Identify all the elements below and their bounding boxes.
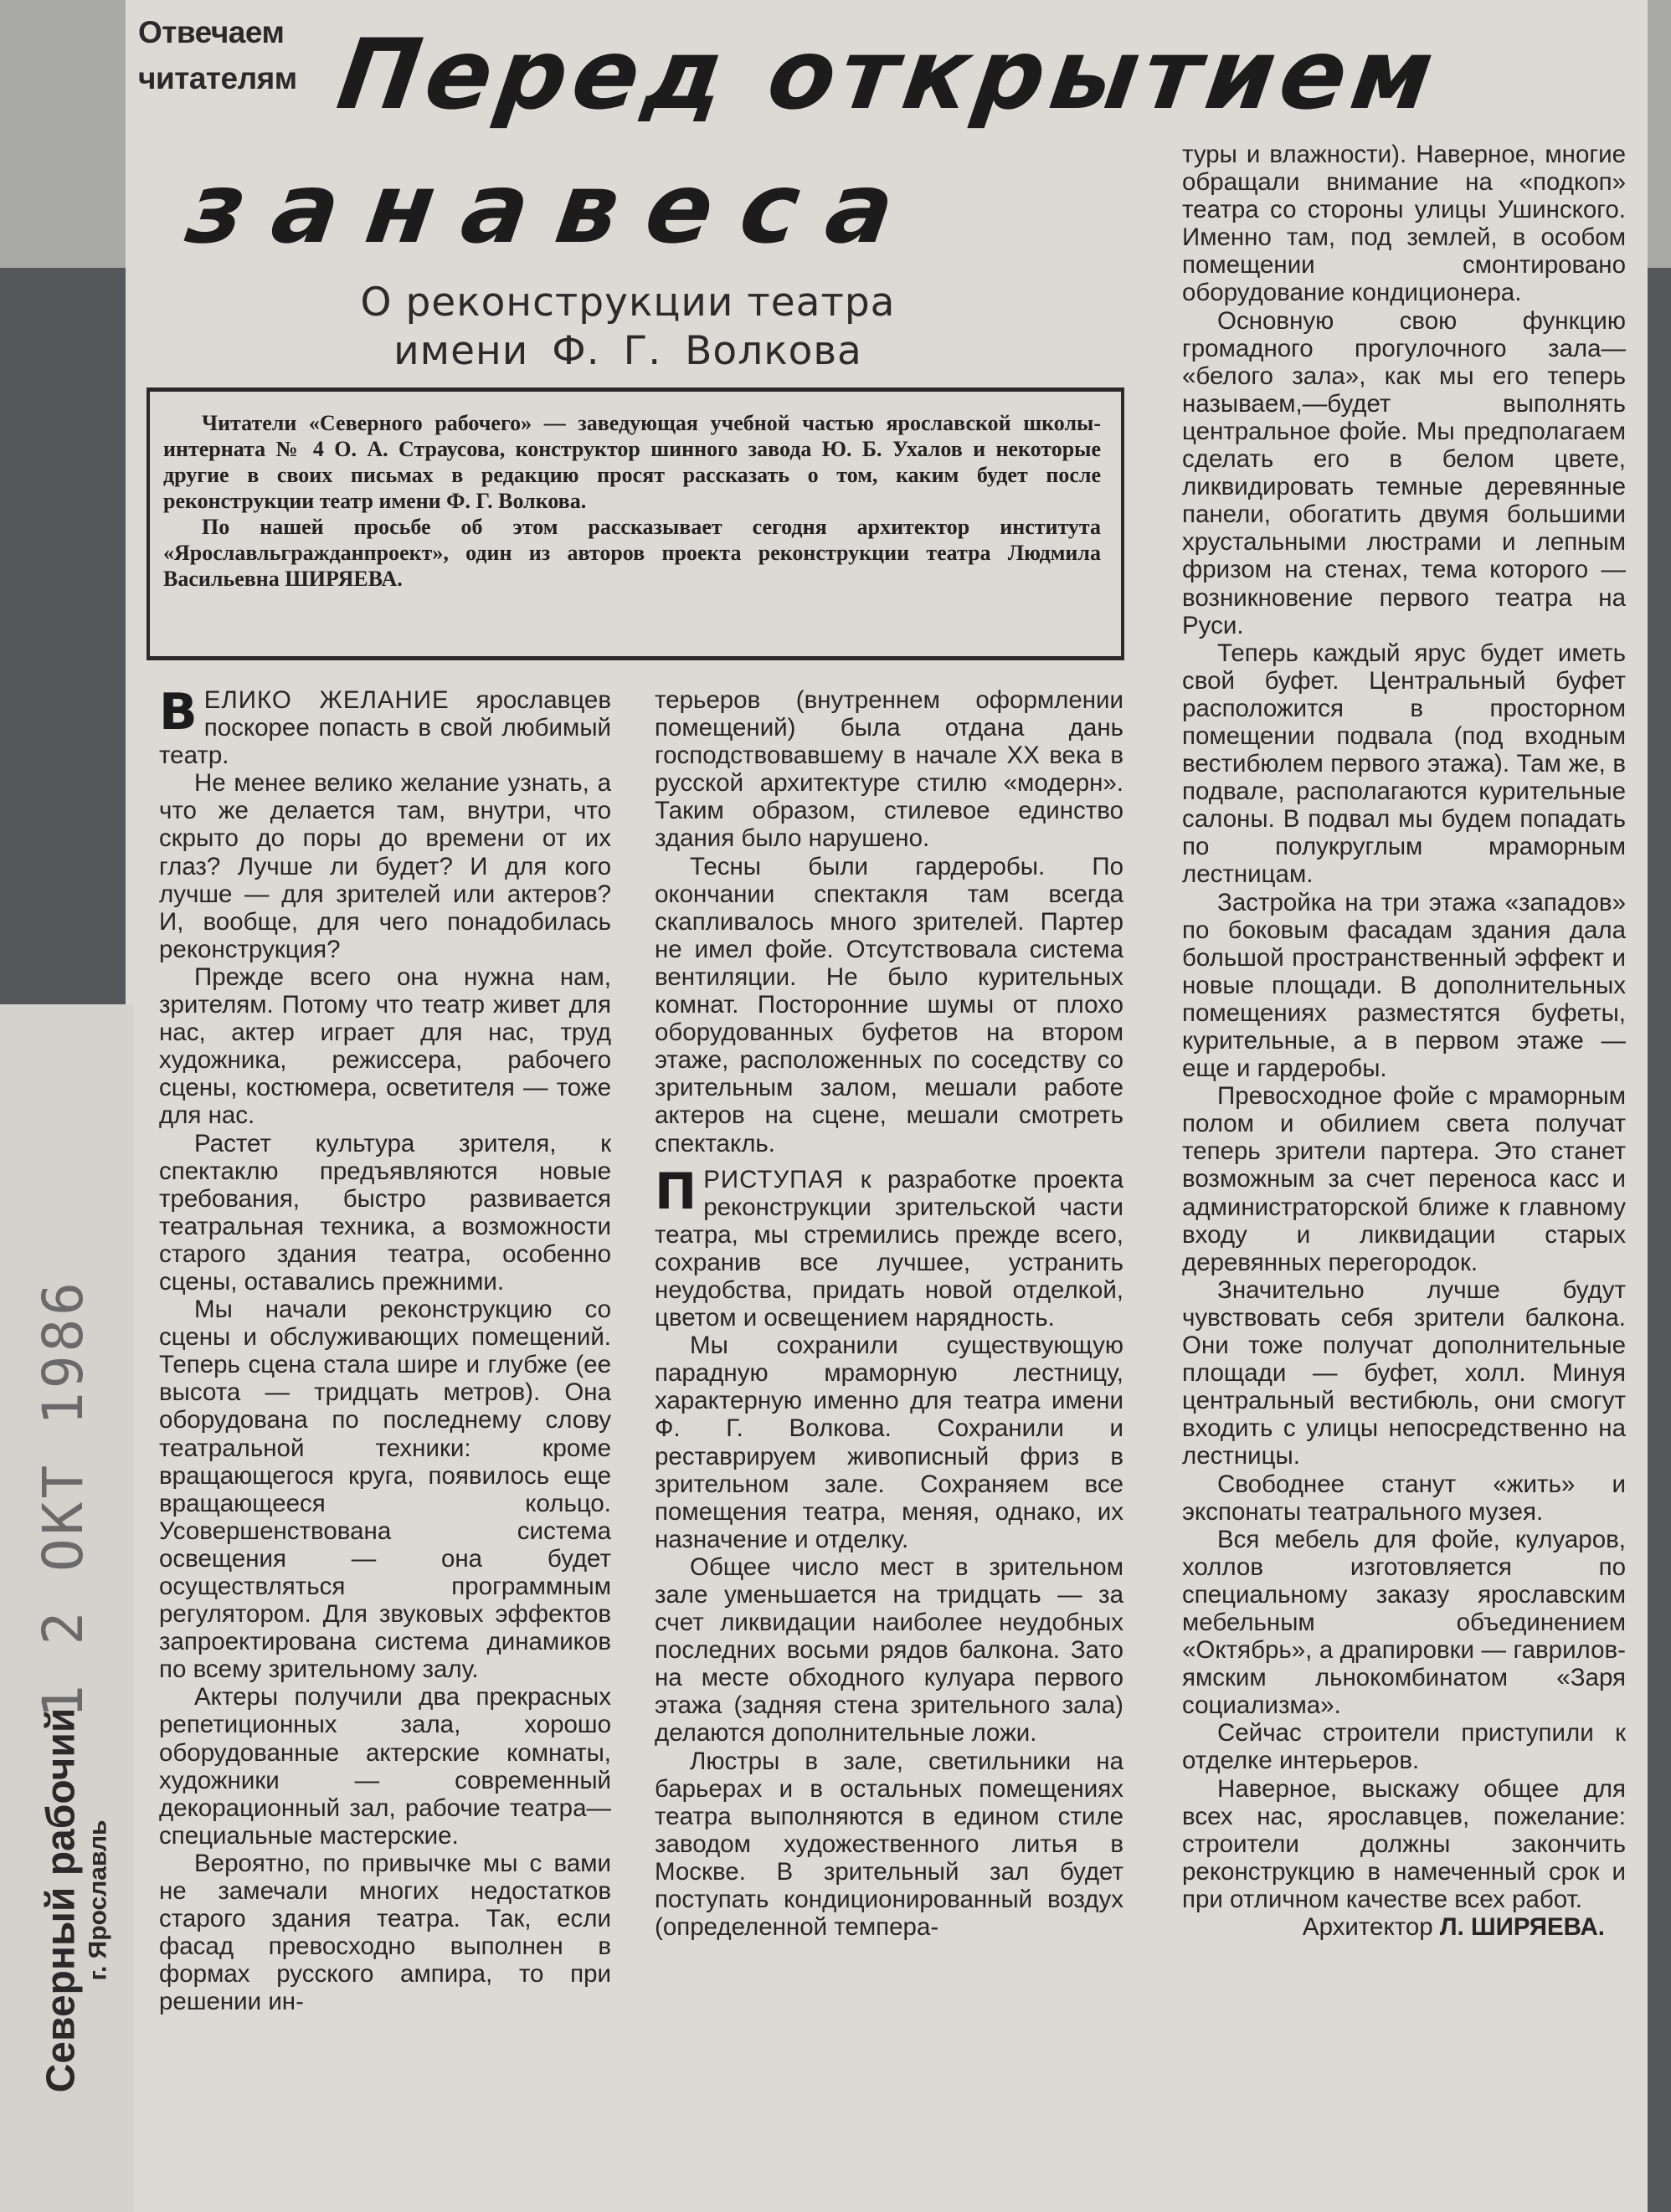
newspaper-source-stamp <box>25 1707 126 2092</box>
author-signature <box>1182 1913 1626 1941</box>
article-column-2 <box>655 686 1123 1941</box>
intro-box-bottom-rule <box>147 656 1124 660</box>
drop-cap: В <box>159 683 198 742</box>
article-paragraph: Не менее велико желание узнать, а что же делается там, внутри, что скрыто до поры до времени от их глаз? Лучше ли будет? И для кого лучше — для зрителей или актеров? И, вообще, для чего понадобилась реконструкция? <box>159 769 611 963</box>
intro-box-top-rule <box>147 387 1124 392</box>
article-paragraph: Наверное, выскажу общее для всех нас, ярославцев, пожелание: строители должны закончить реконструкцию в намеченный срок и при отличном качестве всех работ. <box>1182 1774 1626 1913</box>
article-paragraph: Мы начали реконструкцию со сцены и обслуживающих помещений. Теперь сцена стала шире и глубже (ее высота — тридцать метров). Она оборудована по последнему слову театральной техники: кроме вращающегося круга, появилось еще вращающееся кольцо. Усовершенствована система освещения — она будет осуществляться программным регулятором. Для звуковых эффектов запроектирована система динамиков по всему зрительному залу. <box>159 1296 611 1684</box>
lead-text: ярославцев поскорее попасть в свой любимый театр. <box>159 686 611 770</box>
lead-text: к разработке проекта реконструкции зрительской части театра, мы стремились прежде всего, сохранив все лучшее, устранить неудобства, придать новой отделкой, цветом и освещением нарядность. <box>655 1165 1123 1332</box>
intro-paragraph: По нашей просьбе об этом рассказывает сегодня архитектор института «Ярославльгражданпроект», один из авторов проекта реконструкции театра Людмила Васильевна ШИРЯЕВА. <box>163 515 1101 591</box>
article-column-1 <box>159 683 611 2016</box>
lead-caps: РИСТУПАЯ <box>703 1165 845 1193</box>
article-paragraph: Основную свою функцию громадного прогулочного зала— «белого зала», как мы его теперь называем,—будет выполнять центральное фойе. Мы предполагаем сделать его в белом цвете, ликвидировать темные деревянные панели, обогатить двумя большими хрустальными люстрами и лепным фризом на стенах, тема которого — возникновение первого театра на Руси. <box>1182 306 1626 639</box>
newspaper-city: г. Ярославль <box>84 1819 112 1980</box>
newspaper-name: Северный рабочий <box>39 1707 84 2092</box>
article-paragraph: Вероятно, по привычке мы с вами не замечали многих недостатков старого здания театра. Так, если фасад превосходно выполнен в формах русского ампира, то при решении ин- <box>159 1849 611 2016</box>
article-paragraph: Люстры в зале, светильники на барьерах и в остальных помещениях театра выполняются в едином стиле заводом художественного литья в Москве. В зрительный зал будет поступать кондиционированный воздух (определенной темпера- <box>655 1747 1123 1942</box>
headline-line-1: Перед открытием <box>331 18 1446 131</box>
author-name: Л. ШИРЯЕВА. <box>1439 1913 1605 1941</box>
article-paragraph: Вся мебель для фойе, кулуаров, холлов изготовляется по специальному заказу ярославским мебельным объединением «Октябрь», а драпировки — гаврилов-ямским льнокомбинатом «Заря социализма». <box>1182 1525 1626 1720</box>
date-stamp-text: 1 2 ОКТ 1986 <box>30 1278 95 1718</box>
article-paragraph: терьеров (внутреннем оформлении помещений) была отдана дань господствовавшему в начале XX века в русской архитектуре стилю «модерн». Таким образом, стилевое единство здания было нарушено. <box>655 686 1123 853</box>
article-paragraph: Общее число мест в зрительном зале уменьшается на тридцать — за счет ликвидации наиболее неудобных последних восьми рядов балкона. Зато на месте обходного кулуара первого этажа (задняя стена зрительного зала) делаются дополнительные ложи. <box>655 1553 1123 1748</box>
article-paragraph: Растет культура зрителя, к спектаклю предъявляются новые требования, быстро развивается театральная техника, а возможности старого здания театра, особенно сцены, оставались прежними. <box>159 1129 611 1296</box>
article-paragraph <box>159 683 611 770</box>
article-paragraph: Сейчас строители приступили к отделке интерьеров. <box>1182 1719 1626 1775</box>
article-paragraph: Застройка на три этажа «западов» по боковым фасадам здания дала большой пространственный эффект и новые площади. В дополнительных помещениях разместятся буфеты, курительные, а в первом этаже — еще и гардеробы. <box>1182 888 1626 1083</box>
rubric-line-2: читателям <box>138 61 297 95</box>
author-role: Архитектор <box>1302 1913 1440 1941</box>
article-paragraph: туры и влажности). Наверное, многие обращали внимание на «подкоп» театра со стороны улицы Ушинского. Именно там, под землей, в особом помещении смонтировано оборудование кондиционера. <box>1182 141 1626 307</box>
intro-text <box>163 410 1101 592</box>
subtitle-line-1: О реконструкции театра <box>360 280 896 326</box>
drop-cap: П <box>655 1162 697 1221</box>
article-paragraph: Прежде всего она нужна нам, зрителям. Потому что театр живет для нас, актер играет для нас, труд художника, режиссера, рабочего сцены, костюмера, осветителя — тоже для нас. <box>159 962 611 1130</box>
article-column-3 <box>1182 141 1626 1941</box>
article-paragraph <box>655 1162 1123 1332</box>
article-paragraph: Мы сохранили существующую парадную мраморную лестницу, характерную именно для театра имени Ф. Г. Волкова. Сохранили и реставрируем живописный фриз в зрительном зале. Сохраняем все помещения театра, меняя, однако, их назначение и отделку. <box>655 1332 1123 1553</box>
article-paragraph: Теперь каждый ярус будет иметь свой буфет. Центральный буфет расположится в просторном помещении подвала (под входным вестибюлем первого этажа). Там же, в подвале, располагаются курительные салоны. В подвал мы будем попадать по полукруглым мраморным лестницам. <box>1182 639 1626 889</box>
subtitle-line-2: имени Ф. Г. Волкова <box>393 328 862 374</box>
article-paragraph: Превосходное фойе с мраморным полом и обилием света получат теперь зрители партера. Это станет возможным за счет переноса касс и администраторской ближе к главному входу и ликвидации старых деревянных перегородок. <box>1182 1082 1626 1276</box>
article-paragraph: Тесны были гардеробы. По окончании спектакля там всегда скапливалось много зрителей. Партер не имел фойе. Отсутствовала система вентиляции. Не было курительных комнат. Посторонние шумы от плохо оборудованных буфетов на втором этаже, расположенных по соседству со зрительным залом, мешали работе актеров на сцене, мешали смотреть спектакль. <box>655 852 1123 1157</box>
date-stamp <box>17 1278 109 1718</box>
article-paragraph: Свободнее станут «жить» и экспонаты театрального музея. <box>1182 1470 1626 1526</box>
rubric-line-1: Отвечаем <box>138 15 285 49</box>
lead-caps: ЕЛИКО ЖЕЛАНИЕ <box>203 686 450 714</box>
article-paragraph: Актеры получили два прекрасных репетиционных зала, хорошо оборудованные актерские комнаты, художники — современный декорационный зал, рабочие театра—специальные мастерские. <box>159 1683 611 1850</box>
intro-paragraph: Читатели «Северного рабочего» — заведующая учебной частью ярославской школы-интерната № 4 О. А. Страусова, конструктор шинного завода Ю. Б. Ухалов и некоторые другие в своих письмах в редакцию просят рассказать о том, каким будет после реконструкции театр имени Ф. Г. Волкова. <box>163 411 1101 513</box>
headline-line-2: занавеса <box>180 152 929 265</box>
article-paragraph: Значительно лучше будут чувствовать себя зрители балкона. Они тоже получат дополнительные площади — буфет, холл. Минуя центральный вестибюль, они смогут входить с улицы непосредственно на лестницы. <box>1182 1275 1626 1470</box>
